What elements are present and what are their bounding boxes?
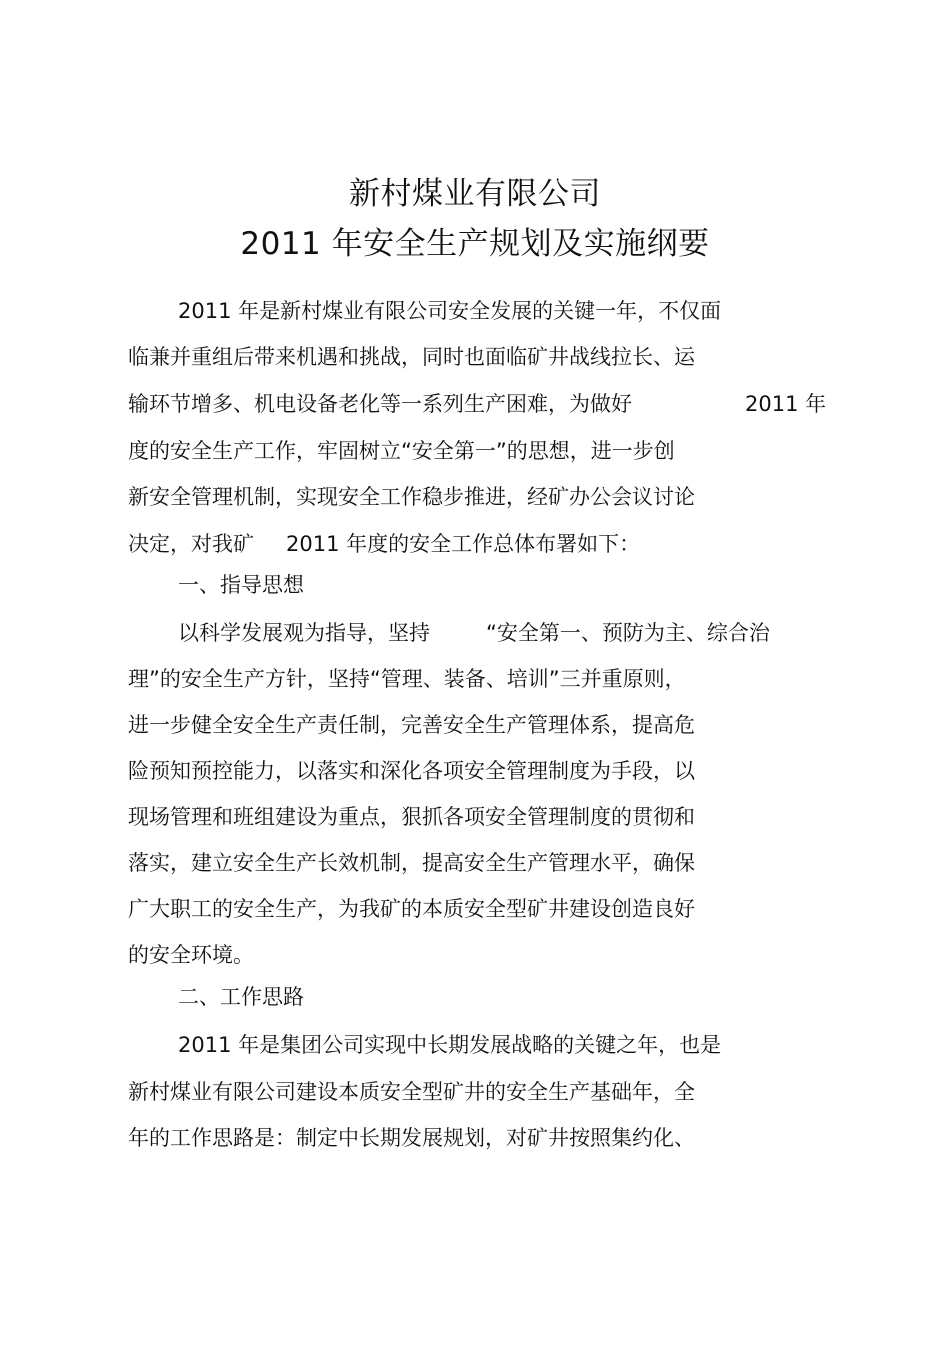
paragraph-line: 以科学发展观为指导，坚持 <box>178 621 430 645</box>
paragraph-line: 2011 年度的安全工作总体布署如下： <box>286 532 641 556</box>
paragraph-line: 的安全环境。 <box>128 943 254 967</box>
paragraph-line: 临兼并重组后带来机遇和挑战，同时也面临矿井战线拉长、运 <box>128 345 695 369</box>
paragraph-line: “安全第一、预防为主、综合治 <box>486 621 770 645</box>
paragraph-line: 险预知预控能力，以落实和深化各项安全管理制度为手段，以 <box>128 759 695 783</box>
paragraph-line: 广大职工的安全生产，为我矿的本质安全型矿井建设创造良好 <box>128 897 695 921</box>
document-title-plan: 2011 年安全生产规划及实施纲要 <box>240 226 710 262</box>
paragraph-line: 2011 年 <box>745 392 827 416</box>
paragraph-line: 2011 年是集团公司实现中长期发展战略的关键之年，也是 <box>178 1033 722 1057</box>
paragraph-line: 度的安全生产工作，牢固树立“安全第一”的思想，进一步创 <box>128 439 675 463</box>
section-heading-guiding-ideology: 一、指导思想 <box>178 573 304 597</box>
paragraph-line: 年的工作思路是：制定中长期发展规划，对矿井按照集约化、 <box>128 1126 695 1150</box>
paragraph-line: 现场管理和班组建设为重点，狠抓各项安全管理制度的贯彻和 <box>128 805 695 829</box>
paragraph-line: 理”的安全生产方针，坚持“管理、装备、培训”三并重原则， <box>128 667 686 691</box>
paragraph-line: 决定，对我矿 <box>128 532 254 556</box>
paragraph-line: 落实，建立安全生产长效机制，提高安全生产管理水平，确保 <box>128 851 695 875</box>
paragraph-line: 输环节增多、机电设备老化等一系列生产困难，为做好 <box>128 392 632 416</box>
paragraph-line: 进一步健全安全生产责任制，完善安全生产管理体系，提高危 <box>128 713 695 737</box>
paragraph-line: 新村煤业有限公司建设本质安全型矿井的安全生产基础年，全 <box>128 1080 695 1104</box>
section-heading-work-approach: 二、工作思路 <box>178 985 304 1009</box>
paragraph-line: 2011 年是新村煤业有限公司安全发展的关键一年，不仅面 <box>178 299 722 323</box>
document-title-company: 新村煤业有限公司 <box>349 176 601 212</box>
paragraph-line: 新安全管理机制，实现安全工作稳步推进，经矿办公会议讨论 <box>128 485 695 509</box>
